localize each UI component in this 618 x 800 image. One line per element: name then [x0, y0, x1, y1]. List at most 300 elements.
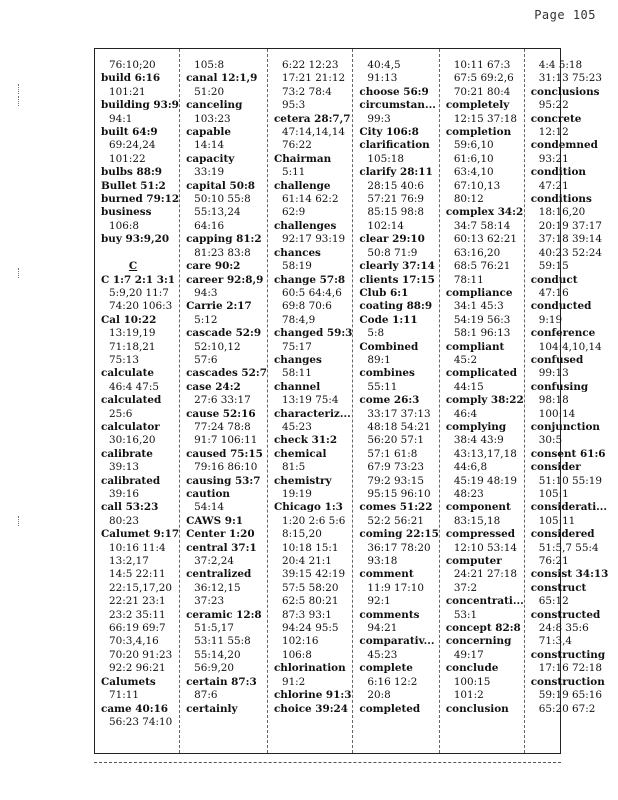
index-page-refs: 51:20 [194, 85, 225, 98]
index-term: complicated [445, 367, 517, 380]
index-page-refs: 63:16,20 [453, 246, 501, 259]
index-term: certainly [186, 702, 238, 715]
index-page-refs: 48:18 54:21 [367, 420, 431, 433]
index-page-refs: 12:15 37:18 [453, 112, 518, 125]
index-term: completely [445, 99, 510, 112]
index-page-refs: 47:16 [538, 286, 569, 299]
index-term: burned 79:12 [101, 193, 180, 206]
index-term: calculated [101, 394, 162, 407]
index-page-refs: 40:4,5 [367, 59, 401, 71]
index-page-refs: 53:11 55:8 [194, 635, 251, 648]
index-spacer [101, 247, 179, 260]
index-page-refs: 6:22 12:23 [281, 59, 339, 71]
index-term: clearly 37:14 [359, 260, 435, 273]
index-term: career 92:8,9 [186, 273, 264, 286]
index-page-refs: 36:17 78:20 [367, 541, 431, 554]
index-page-refs: 66:19 69:7 [109, 622, 166, 635]
index-page-refs: 70:21 80:4 [453, 85, 511, 98]
index-page-refs: 44:6,8 [453, 461, 488, 474]
index-term: Chairman [273, 152, 332, 165]
index-term: construction [530, 675, 605, 688]
index-term: completion [445, 126, 512, 139]
index-page-refs: 69:24,24 [109, 139, 156, 152]
index-page-refs: 81:5 [281, 461, 306, 474]
index-page-refs: 37:2,24 [194, 555, 234, 568]
index-term: clear 29:10 [359, 233, 425, 246]
index-page-refs: 57:5 58:20 [281, 581, 339, 594]
index-frame [94, 48, 609, 754]
index-page-refs: 105:11 [538, 514, 576, 527]
index-term: Calumets [101, 675, 156, 688]
index-page-refs: 94:3 [194, 286, 218, 299]
index-page-refs: 70:3,4,16 [109, 635, 159, 648]
index-term: conclusion [445, 702, 509, 715]
index-page-refs: 28:15 40:6 [367, 179, 424, 192]
index-term: call 53:23 [101, 501, 159, 514]
index-page-refs: 13:19,19 [109, 327, 156, 340]
index-page-refs: 89:1 [367, 353, 391, 366]
index-page-refs: 67:9 73:23 [367, 461, 424, 474]
index-column-2 [180, 49, 268, 753]
index-term: conducted [530, 300, 592, 313]
index-page-refs: 48:23 [453, 488, 484, 500]
index-page-refs: 47:21 [538, 179, 569, 192]
index-page-refs: 52:10,12 [194, 340, 241, 353]
index-page-refs: 69:8 70:6 [281, 300, 332, 313]
index-term: capping 81:2 [186, 233, 262, 246]
index-term: Center 1:20 [186, 528, 255, 541]
index-page-refs: 10:16 11:4 [109, 541, 166, 554]
index-page-refs: 92:17 93:19 [281, 233, 346, 246]
index-page-refs: 104:4,10,14 [538, 340, 602, 353]
index-page-refs: 67:10,13 [453, 179, 501, 192]
index-page-refs: 93:18 [367, 555, 398, 568]
index-page-refs: 105:8 [194, 59, 225, 71]
index-page-refs: 22:15,17,20 [109, 581, 172, 594]
index-page-refs: 13:2,17 [109, 555, 149, 568]
index-page-refs: 19:19 [281, 488, 312, 500]
index-term: calibrate [101, 447, 153, 460]
index-term: confused [530, 353, 584, 366]
index-term: capital 50:8 [186, 179, 256, 192]
index-page-refs: 63:4,10 [453, 166, 494, 179]
index-term: condition [530, 166, 586, 179]
index-term: component [445, 501, 511, 514]
index-term: canceling [186, 99, 243, 112]
index-term: ceramic 12:8 [186, 608, 262, 621]
index-page-refs: 62:9 [281, 206, 306, 219]
index-term: concrete [530, 112, 582, 125]
index-page-refs: 65:12 [538, 595, 569, 608]
index-term: capable [186, 126, 231, 139]
index-page-refs: 45:19 48:19 [453, 474, 518, 487]
index-page-refs: 45:23 [281, 420, 312, 433]
index-page-refs: 43:13,17,18 [453, 447, 517, 460]
index-term: cetera 28:7,7 [273, 112, 351, 125]
index-term: challenge [273, 179, 331, 192]
index-page-refs: 45:23 [367, 648, 398, 661]
index-term: caution [186, 488, 230, 500]
index-page-refs: 52:2 56:21 [367, 514, 424, 527]
index-page-refs: 37:23 [194, 595, 225, 608]
index-term: calculator [101, 420, 160, 433]
index-term: building 93:9 [101, 99, 179, 112]
index-page-refs: 102:14 [367, 219, 404, 232]
index-page-refs: 12:10 53:14 [453, 541, 518, 554]
index-page-refs: 78:4,9 [281, 313, 316, 326]
index-term: conduct [530, 273, 578, 286]
index-page-refs: 20:8 [367, 689, 391, 702]
index-page-refs: 4:4 5:18 [538, 59, 583, 71]
margin-tick-mark [18, 516, 21, 526]
index-page-refs: 56:23 74:10 [109, 715, 173, 728]
index-page-refs: 51:5,17 [194, 622, 234, 635]
index-term: conjunction [530, 420, 600, 433]
index-page-refs: 27:6 33:17 [194, 394, 251, 407]
index-term: conclusions [530, 85, 600, 98]
index-term: C 1:7 2:1 3:1 [101, 273, 176, 286]
index-page-refs: 44:15 [453, 380, 484, 393]
index-term: caused 75:15 [186, 447, 263, 460]
index-page-refs: 95:15 96:10 [367, 488, 431, 500]
index-page-refs: 11:9 17:10 [367, 581, 424, 594]
index-page-refs: 102:16 [281, 635, 319, 648]
index-page-refs: 101:2 [453, 689, 484, 702]
index-page-refs: 74:20 106:3 [109, 300, 173, 313]
index-column-1 [95, 49, 180, 753]
index-page-refs: 56:9,20 [194, 662, 234, 675]
index-term: concentrati... [445, 595, 524, 608]
index-page-refs: 99:13 [538, 367, 569, 380]
index-term: Combined [359, 340, 419, 353]
index-page-refs: 39:16 [109, 488, 139, 500]
index-term: conditions [530, 193, 592, 206]
index-page-refs: 5:8 [367, 327, 385, 340]
index-page-refs: 55:14,20 [194, 648, 241, 661]
index-column-4 [353, 49, 439, 753]
index-page-refs: 20:19 37:17 [538, 219, 602, 232]
index-page-refs: 70:20 91:23 [109, 648, 173, 661]
index-page-refs: 51:5,7 55:4 [538, 541, 599, 554]
index-page-refs: 33:17 37:13 [367, 407, 431, 420]
index-page-refs: 59:15 [538, 260, 569, 273]
index-page-refs: 53:1 [453, 608, 478, 621]
index-page-refs: 40:23 52:24 [538, 246, 602, 259]
index-page-refs: 61:14 62:2 [281, 193, 339, 206]
index-page-refs: 6:16 12:2 [367, 675, 418, 688]
index-term: Chicago 1:3 [273, 501, 343, 514]
index-term: changed 59:3 [273, 327, 353, 340]
index-page-refs: 101:21 [109, 85, 146, 98]
index-term: comments [359, 608, 420, 621]
index-page-refs: 81:23 83:8 [194, 246, 251, 259]
index-page-refs: 34:7 58:14 [453, 219, 511, 232]
index-page-refs: 80:12 [453, 193, 484, 206]
index-page-refs: 61:6,10 [453, 152, 494, 165]
index-page-refs: 80:23 [109, 514, 139, 527]
index-page-refs: 47:14,14,14 [281, 126, 345, 139]
index-page-refs: 58:11 [281, 367, 312, 380]
index-term: cause 52:16 [186, 407, 256, 420]
index-page-refs: 91:13 [367, 72, 398, 85]
index-page-refs: 24:8 35:6 [538, 622, 589, 635]
index-page-refs: 91:2 [281, 675, 306, 688]
index-page-refs: 87:3 93:1 [281, 608, 332, 621]
index-page-refs: 98:18 [538, 394, 569, 407]
index-term: coating 88:9 [359, 300, 433, 313]
index-page-refs: 76:10;20 [109, 59, 156, 71]
index-page-refs: 91:7 106:11 [194, 434, 258, 447]
index-term: CAWS 9:1 [186, 514, 244, 527]
index-term: City 106:8 [359, 126, 419, 139]
index-page-refs: 14:5 22:11 [109, 568, 166, 581]
section-letter-heading: C [128, 260, 138, 273]
index-page-refs: 9:19 [538, 313, 563, 326]
index-term: changes [273, 353, 322, 366]
index-term: change 57:8 [273, 273, 346, 286]
index-term: combines [359, 367, 415, 380]
index-term: challenges [273, 219, 337, 232]
margin-tick-mark [18, 96, 21, 106]
index-term: constructing [530, 648, 606, 661]
index-term: calibrated [101, 474, 161, 487]
index-page-refs: 14:14 [194, 139, 225, 152]
index-term: considerati... [530, 501, 608, 514]
index-term: Club 6:1 [359, 286, 409, 299]
index-term: complex 34:2 [445, 206, 524, 219]
index-column-3 [268, 49, 353, 753]
index-page-refs: 50:10 55:8 [194, 193, 251, 206]
index-page-refs: 99:3 [367, 112, 391, 125]
index-term: complying [445, 420, 507, 433]
index-page-refs: 39:13 [109, 461, 139, 474]
index-page-refs: 87:6 [194, 689, 218, 702]
index-term: circumstan... [359, 99, 436, 112]
index-page-refs: 17:16 72:18 [538, 662, 602, 675]
index-term: chlorine 91:3 [273, 689, 352, 702]
index-term: Calumet 9:17 [101, 528, 180, 541]
index-term: Code 1:11 [359, 313, 418, 326]
index-term: business [101, 206, 152, 219]
index-page-refs: 77:24 78:8 [194, 420, 251, 433]
index-term: conclude [445, 662, 499, 675]
index-term: build 6:16 [101, 72, 161, 85]
index-term: came 40:16 [101, 702, 169, 715]
index-page-refs: 46:4 [453, 407, 478, 420]
index-page-refs: 38:4 43:9 [453, 434, 504, 447]
index-page-refs: 100:14 [538, 407, 576, 420]
index-term: certain 87:3 [186, 675, 257, 688]
index-term: confusing [530, 380, 589, 393]
index-page-refs: 106:8 [109, 219, 139, 232]
index-term: completed [359, 702, 421, 715]
index-page-refs: 62:5 80:21 [281, 595, 339, 608]
index-term: consist 34:13 [530, 568, 609, 581]
index-page-refs: 103:23 [194, 112, 231, 125]
index-term: concerning [445, 635, 512, 648]
index-page-refs: 95:3 [281, 99, 306, 112]
index-page-refs: 94:21 [367, 622, 398, 635]
index-term: choice 39:24 [273, 702, 349, 715]
index-page-refs: 10:11 67:3 [453, 59, 511, 71]
index-term: check 31:2 [273, 434, 338, 447]
index-term: compliance [445, 286, 513, 299]
index-term: compliant [445, 340, 505, 353]
index-term: channel [273, 380, 321, 393]
index-page-refs: 30:5 [538, 434, 563, 447]
index-page-refs: 79:2 93:15 [367, 474, 424, 487]
index-page-refs: 39:15 42:19 [281, 568, 346, 581]
index-column-5 [440, 49, 525, 753]
index-page-refs: 65:20 67:2 [538, 702, 596, 715]
index-page-refs: 94:24 95:5 [281, 622, 339, 635]
index-page-refs: 60:5 64:4,6 [281, 286, 342, 299]
index-page-refs: 34:1 45:3 [453, 300, 504, 313]
index-page-refs: 22:21 23:1 [109, 595, 166, 608]
index-page-refs: 101:22 [109, 152, 146, 165]
index-page-refs: 105:18 [367, 152, 404, 165]
index-page-refs: 24:21 27:18 [453, 568, 518, 581]
index-page-refs: 51:10 55:19 [538, 474, 602, 487]
index-page-refs: 57:6 [194, 353, 218, 366]
index-page-refs: 75:13 [109, 353, 139, 366]
index-page-refs: 71:3,4 [538, 635, 572, 648]
index-page-refs: 78:11 [453, 273, 484, 286]
index-page-refs: 100:15 [453, 675, 491, 688]
index-term: Bullet 51:2 [101, 179, 166, 192]
index-term: clarify 28:11 [359, 166, 433, 179]
index-page-refs: 71:11 [109, 689, 139, 702]
index-term: Cal 10:22 [101, 313, 157, 326]
index-page-refs: 5:9,20 11:7 [109, 286, 169, 299]
index-term: canal 12:1,9 [186, 72, 258, 85]
index-page-refs: 56:20 57:1 [367, 434, 424, 447]
index-term: causing 53:7 [186, 474, 261, 487]
index-page-refs: 46:4 47:5 [109, 380, 159, 393]
index-page-refs: 67:5 69:2,6 [453, 72, 514, 85]
index-page-refs: 23:2 35:11 [109, 608, 166, 621]
index-page-refs: 31:13 75:23 [538, 72, 602, 85]
index-term: capacity [186, 152, 235, 165]
index-term: comply 38:22 [445, 394, 524, 407]
index-term: centralized [186, 568, 252, 581]
index-page-refs: 105:1 [538, 488, 569, 500]
index-page-refs: 73:2 78:4 [281, 85, 332, 98]
index-page-refs: 94:1 [109, 112, 133, 125]
index-term: compressed [445, 528, 515, 541]
index-term: consent 61:6 [530, 447, 606, 460]
index-page-refs: 59:6,10 [453, 139, 494, 152]
page-number-label: Page 105 [534, 8, 596, 22]
index-page-refs: 10:18 15:1 [281, 541, 339, 554]
index-page-refs: 54:14 [194, 501, 225, 514]
index-page-refs: 33:19 [194, 166, 225, 179]
index-term: buy 93:9,20 [101, 233, 170, 246]
index-page-refs: 85:15 98:8 [367, 206, 424, 219]
index-page-refs: 59:19 65:16 [538, 689, 602, 702]
index-term: comment [359, 568, 414, 581]
index-term: come 26:3 [359, 394, 420, 407]
index-page-refs: 30:16,20 [109, 434, 156, 447]
index-page-refs: 93:21 [538, 152, 569, 165]
index-page-refs: 75:17 [281, 340, 312, 353]
index-term: complete [359, 662, 413, 675]
index-page-refs: 64:16 [194, 219, 225, 232]
index-term: comparativ... [359, 635, 435, 648]
index-term: comes 51:22 [359, 501, 433, 514]
index-page-refs: 92:2 96:21 [109, 662, 166, 675]
index-term: clarification [359, 139, 430, 152]
index-term: chemical [273, 447, 327, 460]
index-page-refs: 20:4 21:1 [281, 555, 332, 568]
index-term: cascades 52:7 [186, 367, 267, 380]
index-term: constructed [530, 608, 601, 621]
index-term: conference [530, 327, 596, 340]
index-page-refs: 1:20 2:6 5:6 [281, 514, 346, 527]
index-term: chances [273, 246, 321, 259]
index-page-refs: 49:17 [453, 648, 484, 661]
index-term: cascade 52:9 [186, 327, 262, 340]
index-term: construct [530, 581, 587, 594]
margin-tick-mark [18, 84, 21, 94]
index-page-refs: 54:19 56:3 [453, 313, 511, 326]
index-page-refs: 5:11 [281, 166, 306, 179]
index-term: built 64:9 [101, 126, 158, 139]
index-term: bulbs 88:9 [101, 166, 163, 179]
index-term: computer [445, 555, 502, 568]
index-term: consider [530, 461, 581, 474]
index-term: concept 82:8 [445, 622, 521, 635]
index-page-refs: 76:22 [281, 139, 312, 152]
index-page-refs: 57:1 61:8 [367, 447, 418, 460]
index-page-refs: 50:8 71:9 [367, 246, 418, 259]
index-term: case 24:2 [186, 380, 241, 393]
index-term: considered [530, 528, 595, 541]
index-page-refs: 5:12 [194, 313, 218, 326]
index-page-refs: 8:15,20 [281, 528, 322, 541]
index-page-refs: 76:21 [538, 555, 569, 568]
index-page-refs: 83:15,18 [453, 514, 501, 527]
index-term: choose 56:9 [359, 85, 429, 98]
index-term: chlorination [273, 662, 346, 675]
index-term: condemned [530, 139, 598, 152]
margin-tick-mark [18, 268, 21, 278]
index-term: clients 17:15 [359, 273, 435, 286]
index-term: Carrie 2:17 [186, 300, 252, 313]
index-page-refs: 55:11 [367, 380, 398, 393]
index-page-refs: 37:18 39:14 [538, 233, 602, 246]
index-columns [95, 49, 609, 753]
index-term: coming 22:15 [359, 528, 439, 541]
index-page-refs: 58:19 [281, 260, 312, 273]
index-page-refs: 17:21 21:12 [281, 72, 346, 85]
index-page-refs: 18:16,20 [538, 206, 586, 219]
index-page-refs: 92:1 [367, 595, 391, 608]
index-term: characteriz... [273, 407, 351, 420]
index-term: central 37:1 [186, 541, 257, 554]
index-page-refs: 106:8 [281, 648, 312, 661]
index-page-refs: 37:2 [453, 581, 478, 594]
index-term: calculate [101, 367, 154, 380]
index-page-refs: 25:6 [109, 407, 133, 420]
index-page-refs: 79:16 86:10 [194, 461, 258, 474]
index-page-refs: 68:5 76:21 [453, 260, 511, 273]
index-page-refs: 12:12 [538, 126, 569, 139]
index-term: care 90:2 [186, 260, 241, 273]
index-page-refs: 60:13 62:21 [453, 233, 518, 246]
index-page-refs: 55:13,24 [194, 206, 241, 219]
bottom-dashed-rule [94, 762, 561, 763]
